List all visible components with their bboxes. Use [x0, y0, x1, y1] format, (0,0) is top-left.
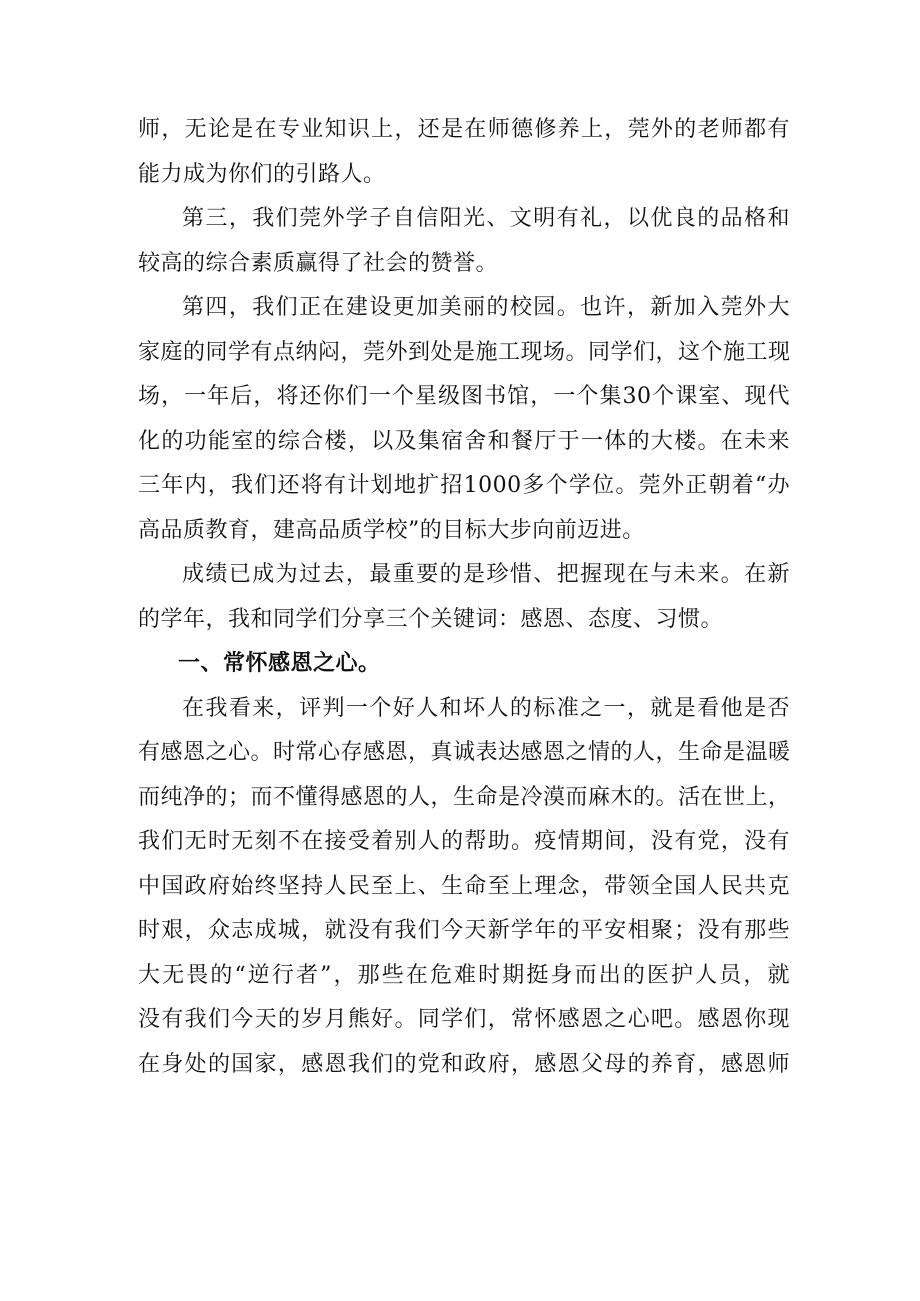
text-line: 的学年，我和同学们分享三个关键词：感恩、态度、习惯。 — [138, 606, 724, 632]
text-line: 而纯净的；而不懂得感恩的人，生命是冷漠而麻木的。活在世上， — [138, 784, 791, 810]
text-line: 家庭的同学有点纳闷，莞外到处是施工现场。同学们，这个施工现 — [138, 339, 791, 365]
text-line: 三年内，我们还将有计划地扩招1000多个学位。莞外正朝着“办 — [138, 473, 790, 498]
text-line: 没有我们今天的岁月熊好。同学们，常怀感恩之心吧。感恩你现 — [138, 1007, 790, 1032]
text-line: 较高的综合素质赢得了社会的赞誉。 — [138, 250, 499, 276]
text-line: 第四，我们正在建设更加美丽的校园。也许，新加入莞外大 — [182, 295, 790, 320]
text-line: 有感恩之心。时常心存感恩，真诚表达感恩之情的人，生命是温暖 — [138, 740, 791, 765]
text-line: 能力成为你们的引路人。 — [138, 161, 386, 187]
text-line: 师，无论是在专业知识上，还是在师德修养上，莞外的老师都有 — [138, 117, 790, 142]
text-line: 时艰，众志成城，就没有我们今天新学年的平安相聚；没有那些 — [138, 918, 790, 943]
text-line: 我们无时无刻不在接受着别人的帮助。疫情期间，没有党，没有 — [138, 829, 790, 854]
text-line: 中国政府始终坚持人民至上、生命至上理念，带领全国人民共克 — [138, 873, 790, 899]
text-line: 成绩已成为过去，最重要的是珍惜、把握现在与未来。在新 — [182, 562, 790, 587]
text-line: 大无畏的“逆行者”，那些在危难时期挺身而出的医护人员，就 — [138, 962, 790, 988]
section-heading: 一、常怀感恩之心。 — [178, 651, 381, 676]
text-line: 在身处的国家，感恩我们的党和政府，感恩父母的养育，感恩师 — [138, 1051, 790, 1077]
body-text — [138, 108, 790, 1087]
text-line: 场，一年后，将还你们一个星级图书馆，一个集30个课室、现代 — [138, 384, 790, 409]
text-line: 化的功能室的综合楼，以及集宿舍和餐厅于一体的大楼。在未来 — [138, 428, 790, 454]
text-line: 在我看来，评判一个好人和坏人的标准之一，就是看他是否 — [182, 695, 790, 721]
text-line: 高品质教育，建高品质学校”的目标大步向前迈进。 — [138, 517, 645, 543]
text-line: 第三，我们莞外学子自信阳光、文明有礼，以优良的品格和 — [182, 206, 790, 231]
